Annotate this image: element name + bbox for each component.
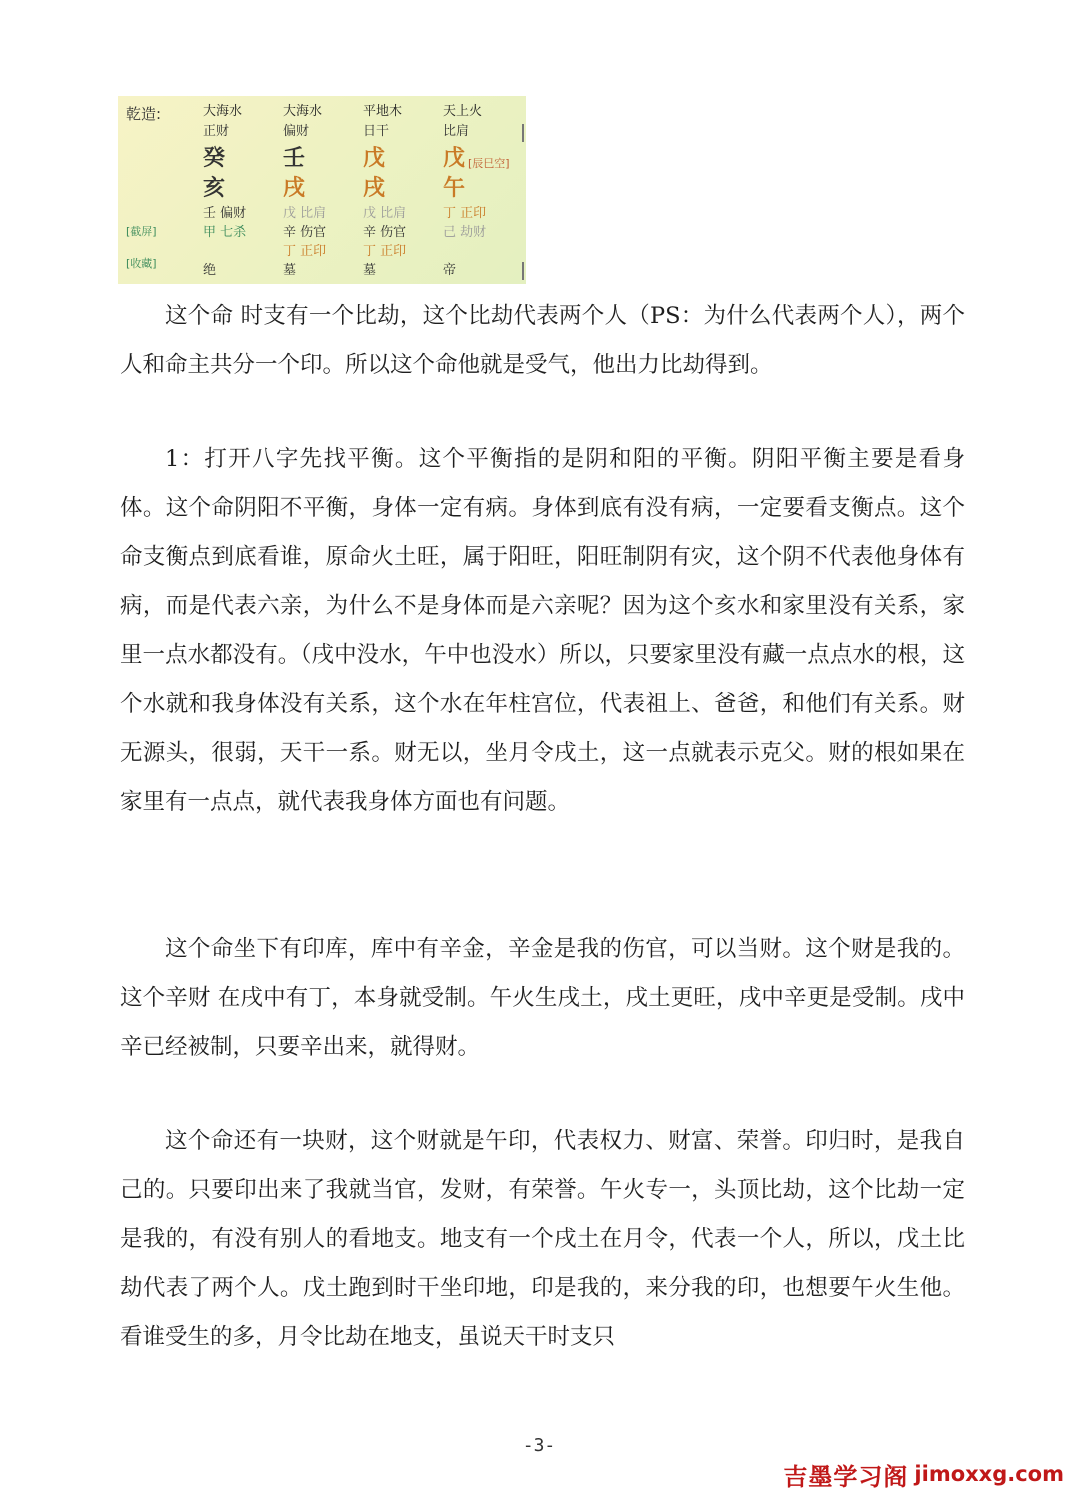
chart-label: 乾造: [126,105,162,123]
hidden-day-1: 戊 比肩 [363,206,407,221]
shishen-hour: 比肩 [443,124,470,139]
gan-month: 壬 [283,146,306,171]
paragraph-text: 这个命还有一块财，这个财就是午印，代表权力、财富、荣誉。印归时，是我自己的。只要印出来了我就当官，发财，有荣誉。午火专一，头顶比劫，这个比劫一定是我的，有没有别人的看地支。地支有一个戌土在月令，代表一个人，所以，戊土比劫代表了两个人。戊土跑到时干坐印地，印是我的，来分我的印，也想要午火生他。看谁受生的多，月令比劫在地支，虽说天干时支只 [120,1128,965,1350]
nayin-hour: 天上火 [443,104,483,119]
stage-year: 绝 [203,263,217,278]
gan-year: 癸 [203,146,226,171]
paragraph-3 [120,925,965,1072]
nayin-month: 大海水 [283,104,323,119]
paragraph-4 [120,1117,965,1362]
hidden-month-1: 戊 比肩 [283,206,327,221]
zhi-hour: 午 [443,176,466,201]
hidden-hour-1: 丁 正印 [443,206,487,221]
stage-month: 墓 [283,263,297,278]
watermark [783,1458,1064,1490]
page-number: -3- [522,1435,556,1456]
chart-side-label-favorite: [收藏] [126,257,157,270]
shishen-month: 偏财 [283,124,310,139]
hidden-year-1: 壬 偏财 [203,206,247,221]
gan-day: 戊 [363,146,386,171]
nayin-year: 大海水 [203,104,243,119]
bazi-chart-image [118,96,526,284]
shishen-year: 正财 [203,124,230,139]
kongwang-note: [辰巳空] [468,157,510,170]
hidden-hour-2: 己 劫财 [443,225,487,240]
stage-hour: 帝 [443,263,457,278]
gan-hour: 戊 [443,146,466,171]
stage-day: 墓 [363,263,377,278]
hidden-month-2: 辛 伤官 [283,225,327,240]
chart-edge-mark [522,262,524,280]
paragraph-text: 这个命坐下有印库，库中有辛金，辛金是我的伤官，可以当财。这个财是我的。这个辛财 在戌中有丁，本身就受制。午火生戌土，戌土更旺，戌中辛更是受制。戌中辛已经被制，只要辛出来，就得财。 [120,936,965,1060]
watermark-en: jimoxxg.com [914,1462,1064,1486]
zhi-year: 亥 [203,176,226,201]
chart-edge-mark [522,124,524,142]
nayin-day: 平地木 [363,104,403,119]
hidden-year-2: 甲 七杀 [203,225,247,240]
paragraph-1 [120,292,965,390]
paragraph-2 [120,435,965,827]
shishen-day: 日干 [363,124,390,139]
chart-side-label-screenshot: [截屏] [126,225,157,238]
paragraph-text: 1：打开八字先找平衡。这个平衡指的是阴和阳的平衡。阴阳平衡主要是看身体。这个命阴阳不平衡，身体一定有病。身体到底有没有病，一定要看支衡点。这个命支衡点到底看谁，原命火土旺，属于阳旺，阳旺制阴有灾，这个阴不代表他身体有病，而是代表六亲，为什么不是身体而是六亲呢？因为这个亥水和家里没有关系，家里一点水都没有。（戌中没水，午中也没水）所以，只要家里没有藏一点点水的根，这个水就和我身体没有关系，这个水在年柱宫位，代表祖上、爸爸，和他们有关系。财无源头，很弱，天干一系。财无以，坐月令戌土，这一点就表示克父。财的根如果在家里有一点点，就代表我身体方面也有问题。 [120,446,965,815]
watermark-zh: 吉墨学习阁 [783,1462,909,1491]
paragraph-text: 这个命 时支有一个比劫，这个比劫代表两个人（PS：为什么代表两个人），两个人和命主共分一个印。所以这个命他就是受气，他出力比劫得到。 [120,303,965,378]
hidden-day-2: 辛 伤官 [363,225,407,240]
hidden-day-3: 丁 正印 [363,244,407,259]
zhi-day: 戌 [363,176,386,201]
zhi-month: 戌 [283,176,306,201]
hidden-month-3: 丁 正印 [283,244,327,259]
